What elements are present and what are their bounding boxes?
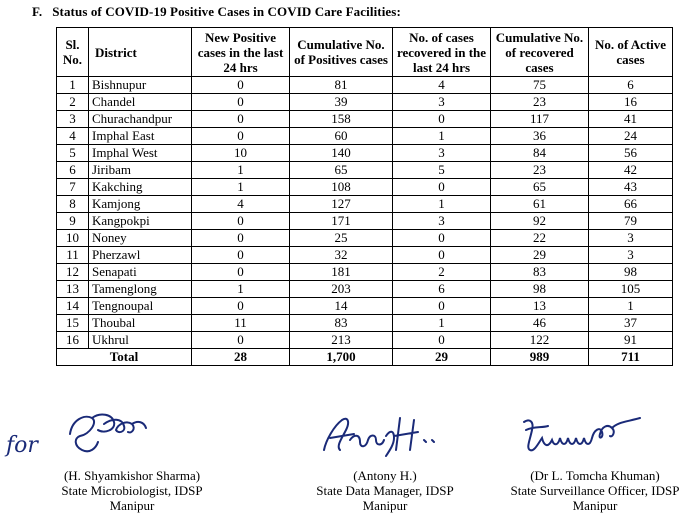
cell-cum-rec: 122 (491, 332, 589, 349)
total-row (57, 349, 673, 366)
cell-sl: 4 (57, 128, 89, 145)
cell-sl: 9 (57, 213, 89, 230)
cell-district: Pherzawl (89, 247, 192, 264)
cell-rec24: 0 (393, 247, 491, 264)
cell-active: 24 (589, 128, 673, 145)
signatory-designation: State Surveillance Officer, IDSP (510, 483, 680, 498)
cell-district: Chandel (89, 94, 192, 111)
table-row (57, 264, 673, 281)
cell-rec24: 4 (393, 77, 491, 94)
cell-active: 56 (589, 145, 673, 162)
cell-rec24: 3 (393, 145, 491, 162)
cell-cum-rec: 23 (491, 162, 589, 179)
cell-rec24: 0 (393, 332, 491, 349)
cell-active: 42 (589, 162, 673, 179)
cell-cum-pos: 14 (290, 298, 393, 315)
handwritten-signature-tomcha (490, 400, 700, 464)
table-row (57, 179, 673, 196)
table-row (57, 298, 673, 315)
cell-active: 79 (589, 213, 673, 230)
cell-cum-rec: 29 (491, 247, 589, 264)
cell-new: 11 (192, 315, 290, 332)
table-row (57, 213, 673, 230)
cell-sl: 12 (57, 264, 89, 281)
cell-active: 91 (589, 332, 673, 349)
total-label: Total (57, 349, 192, 366)
cell-rec24: 3 (393, 213, 491, 230)
cell-district: Kangpokpi (89, 213, 192, 230)
cell-district: Senapati (89, 264, 192, 281)
cell-rec24: 2 (393, 264, 491, 281)
header-recovered-24h: No. of cases recovered in the last 24 hrs (393, 28, 491, 77)
cell-cum-pos: 39 (290, 94, 393, 111)
cell-sl: 14 (57, 298, 89, 315)
cell-district: Ukhrul (89, 332, 192, 349)
cell-sl: 10 (57, 230, 89, 247)
cell-active: 3 (589, 247, 673, 264)
cell-sl: 2 (57, 94, 89, 111)
cell-new: 0 (192, 94, 290, 111)
cell-new: 0 (192, 128, 290, 145)
cell-sl: 3 (57, 111, 89, 128)
cell-active: 1 (589, 298, 673, 315)
cell-cum-pos: 140 (290, 145, 393, 162)
table-row (57, 162, 673, 179)
header-cumulative-recovered: Cumulative No. of recovered cases (491, 28, 589, 77)
cell-rec24: 0 (393, 179, 491, 196)
cell-cum-rec: 36 (491, 128, 589, 145)
cell-new: 0 (192, 332, 290, 349)
cell-cum-pos: 65 (290, 162, 393, 179)
cell-district: Churachandpur (89, 111, 192, 128)
cell-cum-pos: 108 (290, 179, 393, 196)
signatory-name: (H. Shyamkishor Sharma) (63, 468, 201, 483)
signatory-location: Manipur (109, 498, 155, 513)
cell-rec24: 0 (393, 298, 491, 315)
cell-active: 43 (589, 179, 673, 196)
cell-new: 0 (192, 247, 290, 264)
table-row (57, 111, 673, 128)
cell-active: 6 (589, 77, 673, 94)
handwritten-signature-sharma (0, 400, 240, 464)
cell-rec24: 1 (393, 196, 491, 213)
cell-cum-pos: 81 (290, 77, 393, 94)
cell-active: 105 (589, 281, 673, 298)
cell-rec24: 5 (393, 162, 491, 179)
cell-district: Jiribam (89, 162, 192, 179)
cell-cum-rec: 117 (491, 111, 589, 128)
signatory-data-manager (290, 400, 480, 529)
cell-sl: 15 (57, 315, 89, 332)
cell-new: 1 (192, 162, 290, 179)
cell-active: 66 (589, 196, 673, 213)
cell-cum-rec: 92 (491, 213, 589, 230)
cell-sl: 16 (57, 332, 89, 349)
table-row (57, 94, 673, 111)
cell-new: 0 (192, 298, 290, 315)
cell-new: 0 (192, 111, 290, 128)
cell-cum-pos: 25 (290, 230, 393, 247)
cell-new: 10 (192, 145, 290, 162)
cell-active: 37 (589, 315, 673, 332)
section-letter: F. (32, 4, 43, 19)
cell-rec24: 3 (393, 94, 491, 111)
signatory-location: Manipur (572, 498, 618, 513)
cell-new: 1 (192, 281, 290, 298)
cell-active: 41 (589, 111, 673, 128)
cell-cum-rec: 13 (491, 298, 589, 315)
cell-cum-pos: 181 (290, 264, 393, 281)
signatory-surveillance-officer (490, 400, 700, 529)
cell-sl: 8 (57, 196, 89, 213)
signatory-microbiologist (0, 400, 240, 529)
table-row (57, 128, 673, 145)
cell-district: Tengnoupal (89, 298, 192, 315)
total-cum-rec: 989 (491, 349, 589, 366)
table-row (57, 196, 673, 213)
total-rec24: 29 (393, 349, 491, 366)
section-heading (32, 4, 401, 20)
cell-district: Imphal West (89, 145, 192, 162)
cell-cum-rec: 23 (491, 94, 589, 111)
cell-cum-pos: 32 (290, 247, 393, 264)
cell-new: 0 (192, 213, 290, 230)
cell-district: Kamjong (89, 196, 192, 213)
cell-active: 3 (589, 230, 673, 247)
cell-cum-pos: 83 (290, 315, 393, 332)
signatory-name: (Dr L. Tomcha Khuman) (530, 468, 660, 483)
cell-district: Noney (89, 230, 192, 247)
cell-active: 16 (589, 94, 673, 111)
table-row (57, 230, 673, 247)
cell-cum-rec: 22 (491, 230, 589, 247)
cell-cum-rec: 46 (491, 315, 589, 332)
cell-cum-pos: 60 (290, 128, 393, 145)
header-new-positive: New Positive cases in the last 24 hrs (192, 28, 290, 77)
cell-sl: 1 (57, 77, 89, 94)
cell-cum-rec: 83 (491, 264, 589, 281)
handwritten-signature-antony (290, 400, 480, 464)
signatory-location: Manipur (362, 498, 408, 513)
cell-new: 4 (192, 196, 290, 213)
header-sl-no: Sl. No. (57, 28, 89, 77)
table-row (57, 315, 673, 332)
cell-cum-pos: 203 (290, 281, 393, 298)
cell-cum-pos: 171 (290, 213, 393, 230)
cell-rec24: 6 (393, 281, 491, 298)
signatory-name: (Antony H.) (353, 468, 417, 483)
cell-sl: 6 (57, 162, 89, 179)
table-row (57, 77, 673, 94)
cell-sl: 7 (57, 179, 89, 196)
section-title: Status of COVID-19 Positive Cases in COVID Care Facilities: (52, 4, 401, 19)
cell-rec24: 0 (393, 111, 491, 128)
cell-district: Kakching (89, 179, 192, 196)
total-cum-pos: 1,700 (290, 349, 393, 366)
cell-cum-pos: 127 (290, 196, 393, 213)
table-row (57, 145, 673, 162)
cell-cum-rec: 98 (491, 281, 589, 298)
cell-cum-rec: 65 (491, 179, 589, 196)
total-new: 28 (192, 349, 290, 366)
signatory-designation: State Microbiologist, IDSP (61, 483, 203, 498)
cell-new: 0 (192, 77, 290, 94)
cell-cum-rec: 84 (491, 145, 589, 162)
cell-cum-pos: 158 (290, 111, 393, 128)
cell-district: Bishnupur (89, 77, 192, 94)
cell-rec24: 0 (393, 230, 491, 247)
cell-new: 1 (192, 179, 290, 196)
cell-district: Thoubal (89, 315, 192, 332)
signature-prefix: for (6, 433, 38, 458)
cell-district: Tamenglong (89, 281, 192, 298)
cell-rec24: 1 (393, 315, 491, 332)
total-active: 711 (589, 349, 673, 366)
cell-sl: 13 (57, 281, 89, 298)
cell-cum-rec: 75 (491, 77, 589, 94)
table-row (57, 332, 673, 349)
header-cumulative-positive: Cumulative No. of Positives cases (290, 28, 393, 77)
cell-cum-pos: 213 (290, 332, 393, 349)
table-header-row (57, 28, 673, 77)
cell-new: 0 (192, 264, 290, 281)
header-active: No. of Active cases (589, 28, 673, 77)
cell-sl: 11 (57, 247, 89, 264)
signatory-designation: State Data Manager, IDSP (316, 483, 454, 498)
header-district: District (89, 28, 192, 77)
cell-cum-rec: 61 (491, 196, 589, 213)
covid-status-table (56, 27, 673, 366)
cell-active: 98 (589, 264, 673, 281)
cell-sl: 5 (57, 145, 89, 162)
cell-new: 0 (192, 230, 290, 247)
cell-rec24: 1 (393, 128, 491, 145)
table-row (57, 247, 673, 264)
table-row (57, 281, 673, 298)
cell-district: Imphal East (89, 128, 192, 145)
signature-block (0, 400, 700, 529)
